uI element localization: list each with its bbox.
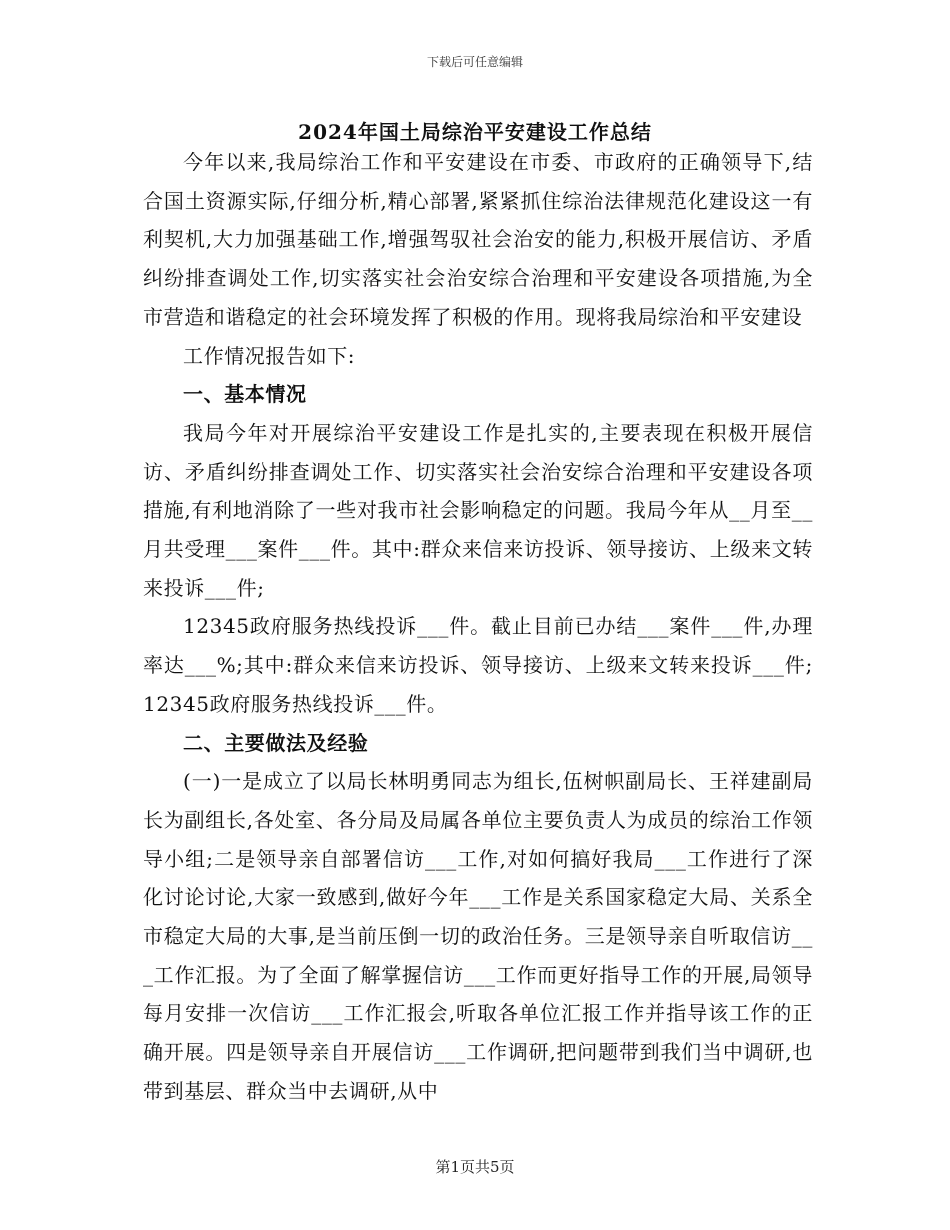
document-body (143, 143, 813, 1111)
paragraph-report-lead: 工作情况报告如下: (183, 343, 356, 368)
paragraph-basic-situation: 我局今年对开展综治平安建设工作是扎实的,主要表现在积极开展信访、矛盾纠纷排查调处工作、切实落实社会治安综合治理和平安建设各项措施,有利地消除了一些对我市社会影响稳定的问题。我局今年从__月至__月共受理___案件___件。其中:群众来信来访投诉、领导接访、上级来文转来投诉___件; (143, 420, 813, 600)
paragraph-intro: 今年以来,我局综治工作和平安建设在市委、市政府的正确领导下,结合国土资源实际,仔细分析,精心部署,紧紧抓住综治法律规范化建设这一有利契机,大力加强基础工作,增强驾驭社会治安的能力,积极开展信访、矛盾纠纷排查调处工作,切实落实社会治安综合治理和平安建设各项措施,为全市营造和谐稳定的社会环境发挥了积极的作用。现将我局综治和平安建设 (143, 150, 813, 329)
paragraph-methods: (一)一是成立了以局长林明勇同志为组长,伍树帜副局长、王祥建副局长为副组长,各处室、各分局及局属各单位主要负责人为成员的综治工作领导小组;二是领导亲自部署信访___工作,对如何搞好我局___工作进行了深化讨论讨论,大家一致感到,做好今年___工作是关系国家稳定大局、关系全市稳定大局的大事,是当前压倒一切的政治任务。三是领导亲自听取信访___工作汇报。为了全面了解掌握信访___工作而更好指导工作的开展,局领导每月安排一次信访___工作汇报会,听取各单位汇报工作并指导该工作的正确开展。四是领导亲自开展信访___工作调研,把问题带到我们当中调研,也带到基层、群众当中去调研,从中 (143, 769, 813, 1103)
header-note: 下载后可任意编辑 (426, 55, 523, 69)
page-indicator: 第1页共5页 (435, 1158, 515, 1176)
section-heading-methods: 二、主要做法及经验 (183, 730, 369, 755)
section-heading-basic: 一、基本情况 (183, 382, 307, 407)
paragraph-hotline: 12345政府服务热线投诉___件。截止目前已办结___案件___件,办理率达___%;其中:群众来信来访投诉、领导接访、上级来文转来投诉___件;12345政府服务热线投诉___件。 (143, 614, 813, 716)
document-title: 2024年国土局综治平安建设工作总结 (298, 120, 652, 144)
